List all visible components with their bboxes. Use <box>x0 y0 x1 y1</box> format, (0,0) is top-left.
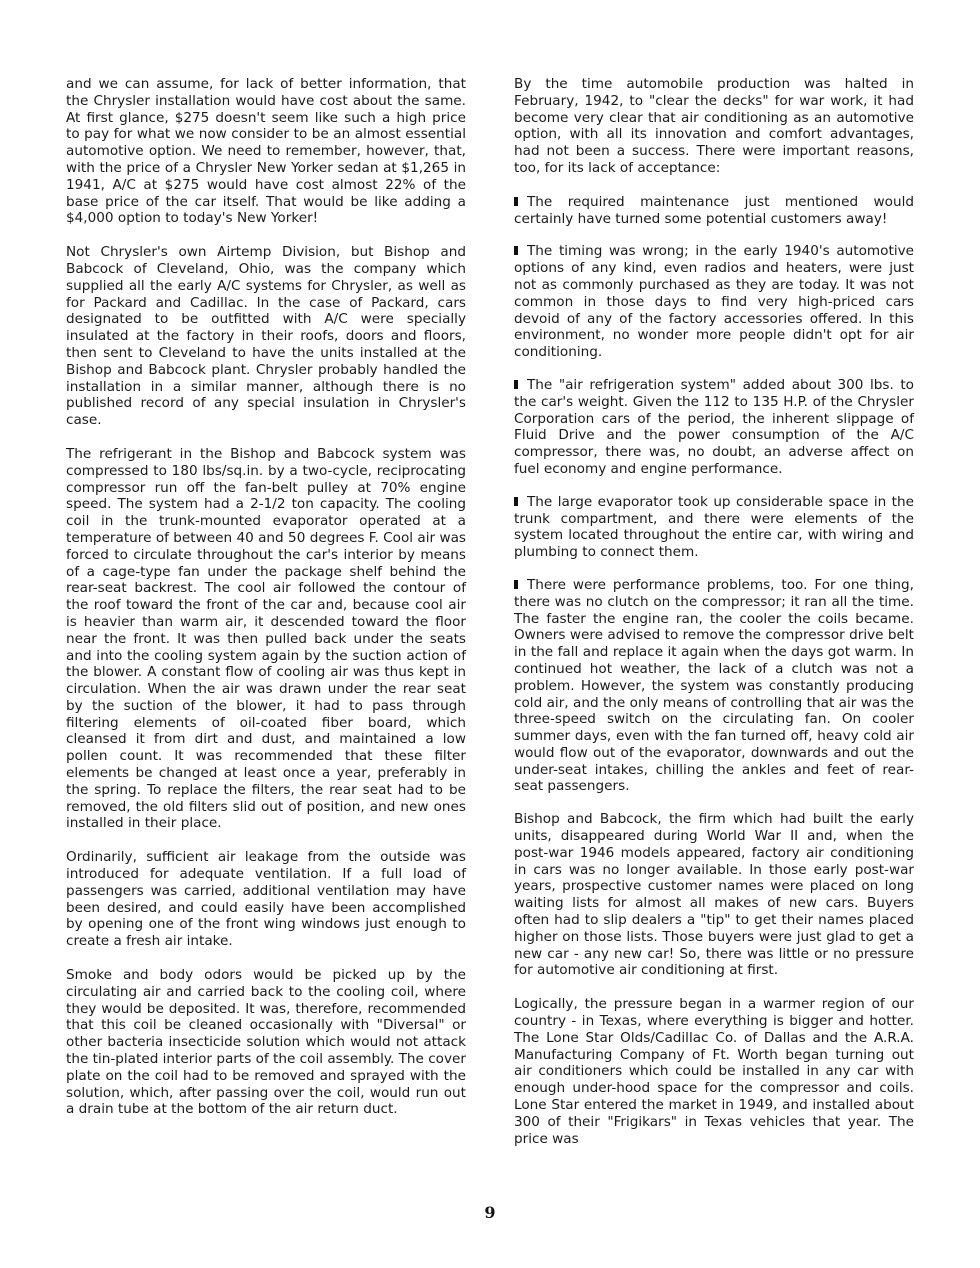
bullet-icon <box>514 580 518 589</box>
body-paragraph: Ordinarily, sufficient air leakage from the outside was introduced for adequate ventilation. If a full load of passengers was carried, additional ventilation may have been desired, and could easily have been accomplished by opening one of the front wing windows just enough to create a fresh air intake. <box>66 849 466 950</box>
bullet-icon <box>514 497 518 506</box>
bullet-item <box>514 577 914 795</box>
bullet-icon <box>514 380 518 389</box>
right-column <box>514 76 914 1164</box>
bullet-item <box>514 494 914 561</box>
body-paragraph: Smoke and body odors would be picked up by the circulating air and carried back to the cooling coil, where they would be deposited. It was, therefore, recommended that this coil be cleaned occasionally with "Diversal" or other bacteria insecticide solution which would not attack the tin-plated interior parts of the coil assembly. The cover plate on the coil had to be removed and sprayed with the solution, which, after passing over the coil, would run out a drain tube at the bottom of the air return duct. <box>66 967 466 1118</box>
body-paragraph: The refrigerant in the Bishop and Babcock system was compressed to 180 lbs/sq.in. by a two-cycle, reciprocating compressor run off the fan-belt pulley at 70% engine speed. The system had a 2-1/2 ton capacity. The cooling coil in the trunk-mounted evaporator operated at a temperature of between 40 and 50 degrees F. Cool air was forced to circulate throughout the car's interior by means of a cage-type fan under the package shelf behind the rear-seat backrest. The cool air followed the contour of the roof toward the front of the car and, because cool air is heavier than warm air, it descended toward the floor near the front. It was then pulled back under the seats and into the cooling system again by the suction action of the blower. A constant flow of cooling air was thus kept in circulation. When the air was drawn under the rear seat by the suction of the blower, it had to pass through filtering elements of oil-coated fiber board, which cleansed it from dirt and dust, and maintained a low pollen count. It was recommended that these filter elements be changed at least once a year, preferably in the spring. To replace the filters, the rear seat had to be removed, the old filters slid out of position, and new ones installed in their place. <box>66 445 466 832</box>
bullet-item <box>514 243 914 361</box>
intro-paragraph: By the time automobile production was halted in February, 1942, to "clear the decks" for war work, it had become very clear that air conditioning as an automotive option, with all its innovation and comfort advantages, had not been a success. There were important reasons, too, for its lack of acceptance: <box>514 76 914 176</box>
bullet-item <box>514 194 914 228</box>
page-number: 9 <box>484 1203 496 1222</box>
body-paragraph: Logically, the pressure began in a warmer region of our country - in Texas, where everything is bigger and hotter. The Lone Star Olds/Cadillac Co. of Dallas and the A.R.A. Manufacturing Company of Ft. Worth began turning out air conditioners which could be installed in any car with enough under-hood space for the compressor and coils. Lone Star entered the market in 1949, and installed about 300 of their "Frigikars" in Texas vehicles that year. The price was <box>514 996 914 1147</box>
bullet-text: The timing was wrong; in the early 1940's automotive options of any kind, even radios and heaters, were just not as commonly purchased as they are today. It was not common in those days to find very high-priced cars devoid of any of the factory accessories offered. In this environment, no wonder more people didn't opt for air conditioning. <box>514 243 914 361</box>
bullet-icon <box>514 197 518 206</box>
bullet-text: The large evaporator took up considerable space in the trunk compartment, and there were elements of the system located throughout the entire car, with wiring and plumbing to connect them. <box>514 493 914 561</box>
bullet-icon <box>514 246 518 255</box>
body-paragraph: Bishop and Babcock, the firm which had built the early units, disappeared during World War II and, when the post-war 1946 models appeared, factory air conditioning in cars was no longer available. In those early post-war years, prospective customer names were placed on long waiting lists for almost all makes of new cars. Buyers often had to slip dealers a "tip" to get their names placed higher on those lists. Those buyers were just glad to get a new car - any new car! So, there was little or no pressure for automotive air conditioning at first. <box>514 811 914 979</box>
bullet-text: The required maintenance just mentioned would certainly have turned some potential customers away! <box>514 193 914 227</box>
bullet-text: The "air refrigeration system" added about 300 lbs. to the car's weight. Given the 112 to 135 H.P. of the Chrysler Corporation cars of the period, the inherent slippage of Fluid Drive and the power consumption of the A/C compressor, there was, no doubt, an adverse affect on fuel economy and engine performance. <box>514 376 914 477</box>
bullet-item <box>514 377 914 478</box>
body-paragraph: Not Chrysler's own Airtemp Division, but Bishop and Babcock of Cleveland, Ohio, was the company which supplied all the early A/C systems for Chrysler, as well as for Packard and Cadillac. In the case of Packard, cars designated to be outfitted with A/C were specially insulated at the factory in their roofs, doors and floors, then sent to Cleveland to have the units installed at the Bishop and Babcock plant. Chrysler probably handled the installation in a similar manner, although there is no published record of any special insulation in Chrysler's case. <box>66 244 466 429</box>
left-column <box>66 76 466 1135</box>
body-paragraph: and we can assume, for lack of better information, that the Chrysler installation would have cost about the same. At first glance, $275 doesn't seem like such a high price to pay for what we now consider to be an almost essential automotive option. We need to remember, however, that, with the price of a Chrysler New Yorker sedan at $1,265 in 1941, A/C at $275 would have cost almost 22% of the base price of the car itself. That would be like adding a $4,000 option to today's New Yorker! <box>66 76 466 227</box>
bullet-text: There were performance problems, too. For one thing, there was no clutch on the compressor; it ran all the time. The faster the engine ran, the cooler the coils became. Owners were advised to remove the compressor drive belt in the fall and replace it again when the days got warm. In continued hot weather, the lack of a clutch was not a problem. However, the system was constantly producing cold air, and the only means of controlling that air was the three-speed switch on the circulating fan. On cooler summer days, even with the fan turned off, heavy cold air would flow out of the evaporator, downwards and out the under-seat intakes, chilling the ankles and feet of rear-seat passengers. <box>514 576 914 795</box>
